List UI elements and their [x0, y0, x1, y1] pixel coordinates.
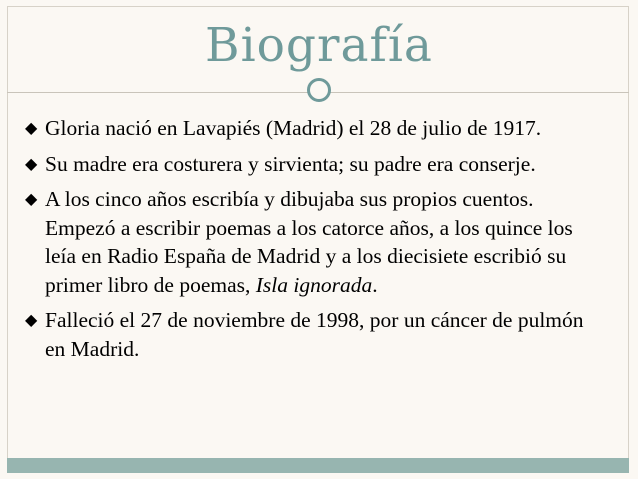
bullet-text-end: .	[372, 272, 378, 297]
book-title: Isla ignorada	[255, 272, 373, 297]
bullet-text: Gloria nació en Lavapiés (Madrid) el 28 de julio de 1917.	[45, 116, 542, 140]
bullet-item-death	[25, 306, 605, 363]
footer-bar	[7, 458, 629, 473]
bullet-item-parents	[25, 150, 605, 179]
bullet-item-early-writing	[25, 185, 605, 299]
bullet-text: Falleció el 27 de noviembre de 1998, por un cáncer de pulmón en Madrid.	[45, 308, 584, 361]
bullet-list	[25, 114, 605, 370]
diamond-bullet-icon: ◆	[25, 153, 38, 173]
slide-title: Biografía	[205, 18, 433, 73]
diamond-bullet-icon: ◆	[25, 118, 38, 137]
ring-ornament-icon	[307, 78, 331, 102]
diamond-bullet-icon: ◆	[25, 310, 38, 329]
bullet-text: A los cinco años escribía y dibujaba sus propios cuentos. Empezó a escribir poemas a los catorce años, a los quince los leía en Radio España de Madrid y a los diecisiete escribió su primer libro de poemas,	[45, 187, 573, 297]
bullet-text: Su madre era costurera y sirvienta; su padre era conserje.	[45, 151, 536, 176]
bullet-item-birth	[25, 114, 605, 143]
diamond-bullet-icon: ◆	[25, 189, 38, 208]
